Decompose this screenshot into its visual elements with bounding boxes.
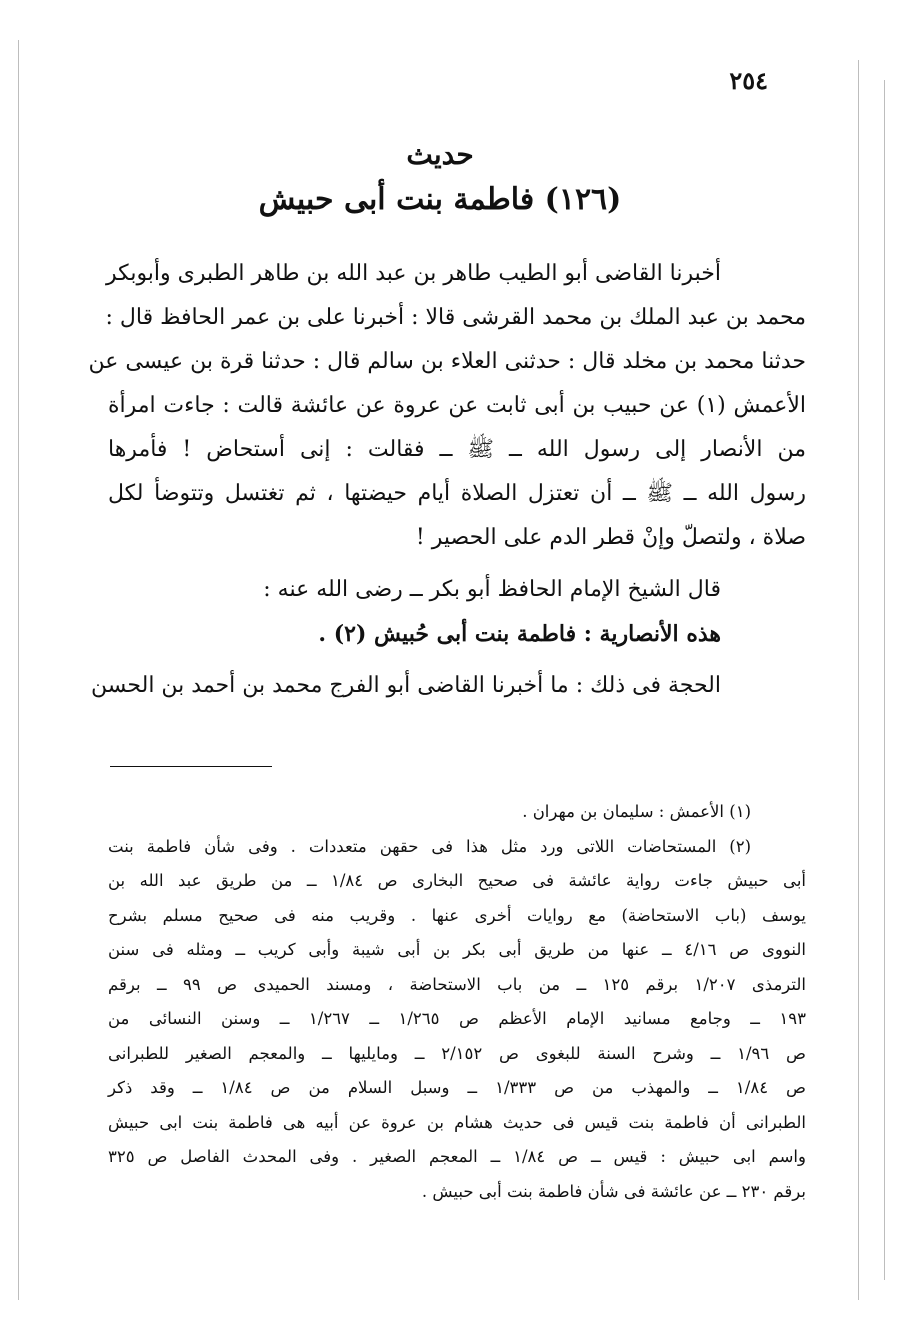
- footnote-line: واسم ابى حبيش : قيس ــ ص ١/٨٤ ــ المعجم الصغير . وفى المحدث الفاصل ص ٣٢٥: [108, 1147, 806, 1166]
- footnote-line: الطبرانى أن فاطمة بنت قيس فى حديث هشام بن عروة عن أبيه هى فاطمة بنت ابى حبيش: [108, 1112, 806, 1132]
- text-line: صلاة ، ولتصلّ وإنْ قطر الدم على الحصير !: [415, 525, 806, 550]
- sheikh-statement: قال الشيخ الإمام الحافظ أبو بكر ــ رضى الله عنه :: [263, 577, 721, 602]
- footnote-line: برقم ٢٣٠ ــ عن عائشة فى شأن فاطمة بنت أبى حبيش .: [421, 1181, 806, 1201]
- footnote-line: النووى ص ٤/١٦ ــ عنها من طريق أبى بكر بن أبى شيبة وأبى كريب ــ ومثله فى سنن: [108, 940, 806, 959]
- sheikh-identification: هذه الأنصارية : فاطمة بنت أبى حُبيش (٢) .: [318, 621, 721, 647]
- scan-artifact: [18, 40, 19, 1300]
- footnote-separator: [110, 766, 272, 767]
- footnote-1: (١) الأعمش : سليمان بن مهران .: [522, 802, 751, 821]
- text-line: من الأنصار إلى رسول الله ــ ﷺ ــ فقالت : إنى أستحاض ! فأمرها: [108, 437, 806, 462]
- text-line: أخبرنا القاضى أبو الطيب طاهر بن عبد الله بن طاهر الطبرى وأبوبكر: [106, 261, 721, 286]
- scan-artifact: [858, 60, 859, 1300]
- main-text: [88, 252, 806, 708]
- footnote-line: أبى حبيش جاءت رواية عائشة فى صحيح البخارى ص ١/٨٤ ــ من طريق عبد الله بن: [108, 871, 806, 890]
- footnote-line: ص ١/٩٦ ــ وشرح السنة للبغوى ص ٢/١٥٢ ــ ومايليها ــ والمعجم الصغير للطبرانى: [108, 1043, 806, 1063]
- footnote-line: ١٩٣ ــ وجامع مسانيد الإمام الأعظم ص ١/٢٦٥ ــ ١/٢٦٧ ــ وسنن النسائى من: [108, 1009, 806, 1028]
- text-line: حدثنا محمد بن مخلد قال : حدثنى العلاء بن سالم قال : حدثنا قرة بن عيسى عن: [88, 349, 806, 374]
- footnote-2: (٢) المستحاضات اللاتى ورد مثل هذا فى حقهن متعددات . وفى شأن فاطمة بنت: [108, 836, 751, 856]
- text-line: الأعمش (١) عن حبيب بن أبى ثابت عن عروة عن عائشة قالت : جاءت امرأة: [108, 393, 806, 418]
- text-line: محمد بن عبد الملك بن محمد القرشى قالا : أخبرنا على بن عمر الحافظ قال :: [105, 305, 806, 330]
- chapter-title: (١٢٦) فاطمة بنت أبى حبيش: [258, 182, 622, 217]
- section-heading: حديث: [406, 138, 474, 171]
- footnote-line: يوسف (باب الاستحاضة) مع روايات أخرى عنها . وقريب منه فى صحيح مسلم بشرح: [108, 905, 806, 925]
- page-number: ٢٥٤: [729, 66, 768, 95]
- footnote-line: ص ١/٨٤ ــ والمهذب من ص ١/٣٣٣ ــ وسبل السلام من ص ١/٨٤ ــ وقد ذكر: [108, 1078, 806, 1097]
- scan-artifact: [884, 80, 885, 1280]
- footnotes: [108, 795, 806, 1209]
- text-line: رسول الله ــ ﷺ ــ أن تعتزل الصلاة أيام حيضتها ، ثم تغتسل وتتوضأ لكل: [108, 481, 806, 506]
- hujja-line: الحجة فى ذلك : ما أخبرنا القاضى أبو الفرج محمد بن أحمد بن الحسن: [91, 673, 721, 698]
- footnote-line: الترمذى ١/٢٠٧ برقم ١٢٥ ــ من باب الاستحاضة ، ومسند الحميدى ص ٩٩ ــ برقم: [108, 974, 806, 994]
